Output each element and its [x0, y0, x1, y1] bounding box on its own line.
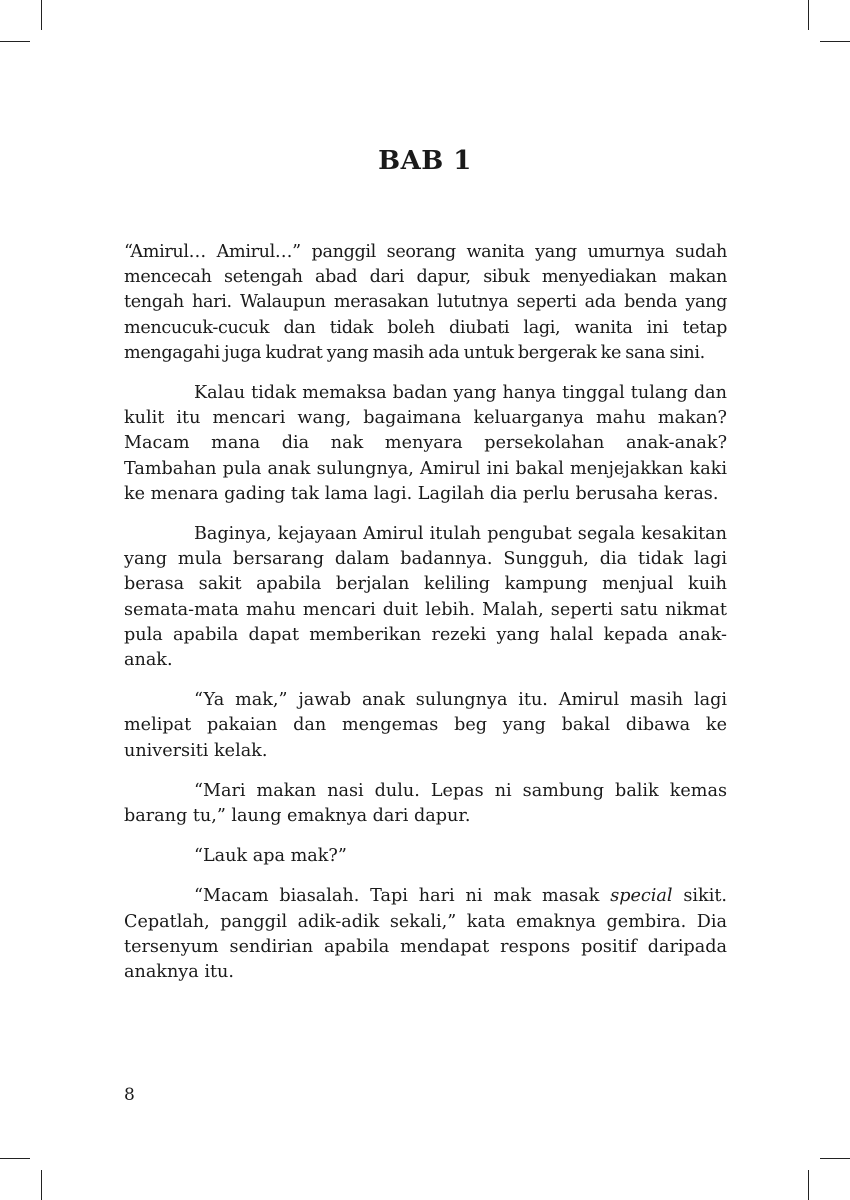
emphasis-text: special — [610, 886, 673, 907]
paragraph: “Mari makan nasi dulu. Lepas ni sambung balik kemas barang tu,” laung emaknya dari dapur. — [124, 780, 727, 827]
paragraph: Baginya, kejayaan Amirul itulah pengubat segala kesakitan yang mula bersarang dalam badannya. Sungguh, dia tidak lagi berasa sakit apabila berjalan keliling kampung menjual kuih semata-mata mahu mencari duit lebih. Malah, seperti satu nikmat pula apabila dapat memberikan rezeki yang halal kepada anak-anak. — [124, 524, 727, 671]
crop-mark — [41, 1170, 42, 1200]
paragraph-text: “Macam biasalah. Tapi hari ni mak masak — [194, 886, 611, 907]
paragraph-text: sikit. Cepatlah, panggil adik-adik sekali,” kata emaknya gembira. Dia tersenyum sendirian apabila mendapat respons positif daripada anaknya itu. — [124, 886, 727, 983]
crop-mark — [0, 41, 30, 42]
paragraph: “Ya mak,” jawab anak sulungnya itu. Amirul masih lagi melipat pakaian dan mengemas beg yang bakal dibawa ke universiti kelak. — [124, 690, 727, 761]
chapter-title: BAB 1 — [378, 146, 472, 176]
paragraph: “Amirul… Amirul…” panggil seorang wanita yang umurnya sudah mencecah setengah abad dari dapur, sibuk menyediakan makan tengah hari. Walaupun merasakan lututnya seperti ada benda yang mencucuk-cucuk dan tidak boleh diubati lagi, wanita ini tetap mengagahi juga kudrat yang masih ada untuk bergerak ke sana sini. — [124, 242, 727, 363]
paragraph: Kalau tidak memaksa badan yang hanya tinggal tulang dan kulit itu mencari wang, bagaimana keluarganya mahu makan? Macam mana dia nak menyara persekolahan anak-anak? Tambahan pula anak sulungnya, Amirul ini bakal menjejakkan kaki ke menara gading tak lama lagi. Lagilah dia perlu berusaha keras. — [124, 383, 727, 504]
chapter-body — [124, 240, 727, 1000]
paragraph — [124, 884, 727, 985]
crop-mark — [41, 0, 42, 30]
crop-mark — [0, 1158, 30, 1159]
crop-mark — [820, 1158, 850, 1159]
crop-mark — [808, 0, 809, 30]
paragraph: “Lauk apa mak?” — [194, 846, 347, 867]
crop-mark — [808, 1170, 809, 1200]
crop-mark — [820, 41, 850, 42]
page-number: 8 — [124, 1085, 135, 1105]
